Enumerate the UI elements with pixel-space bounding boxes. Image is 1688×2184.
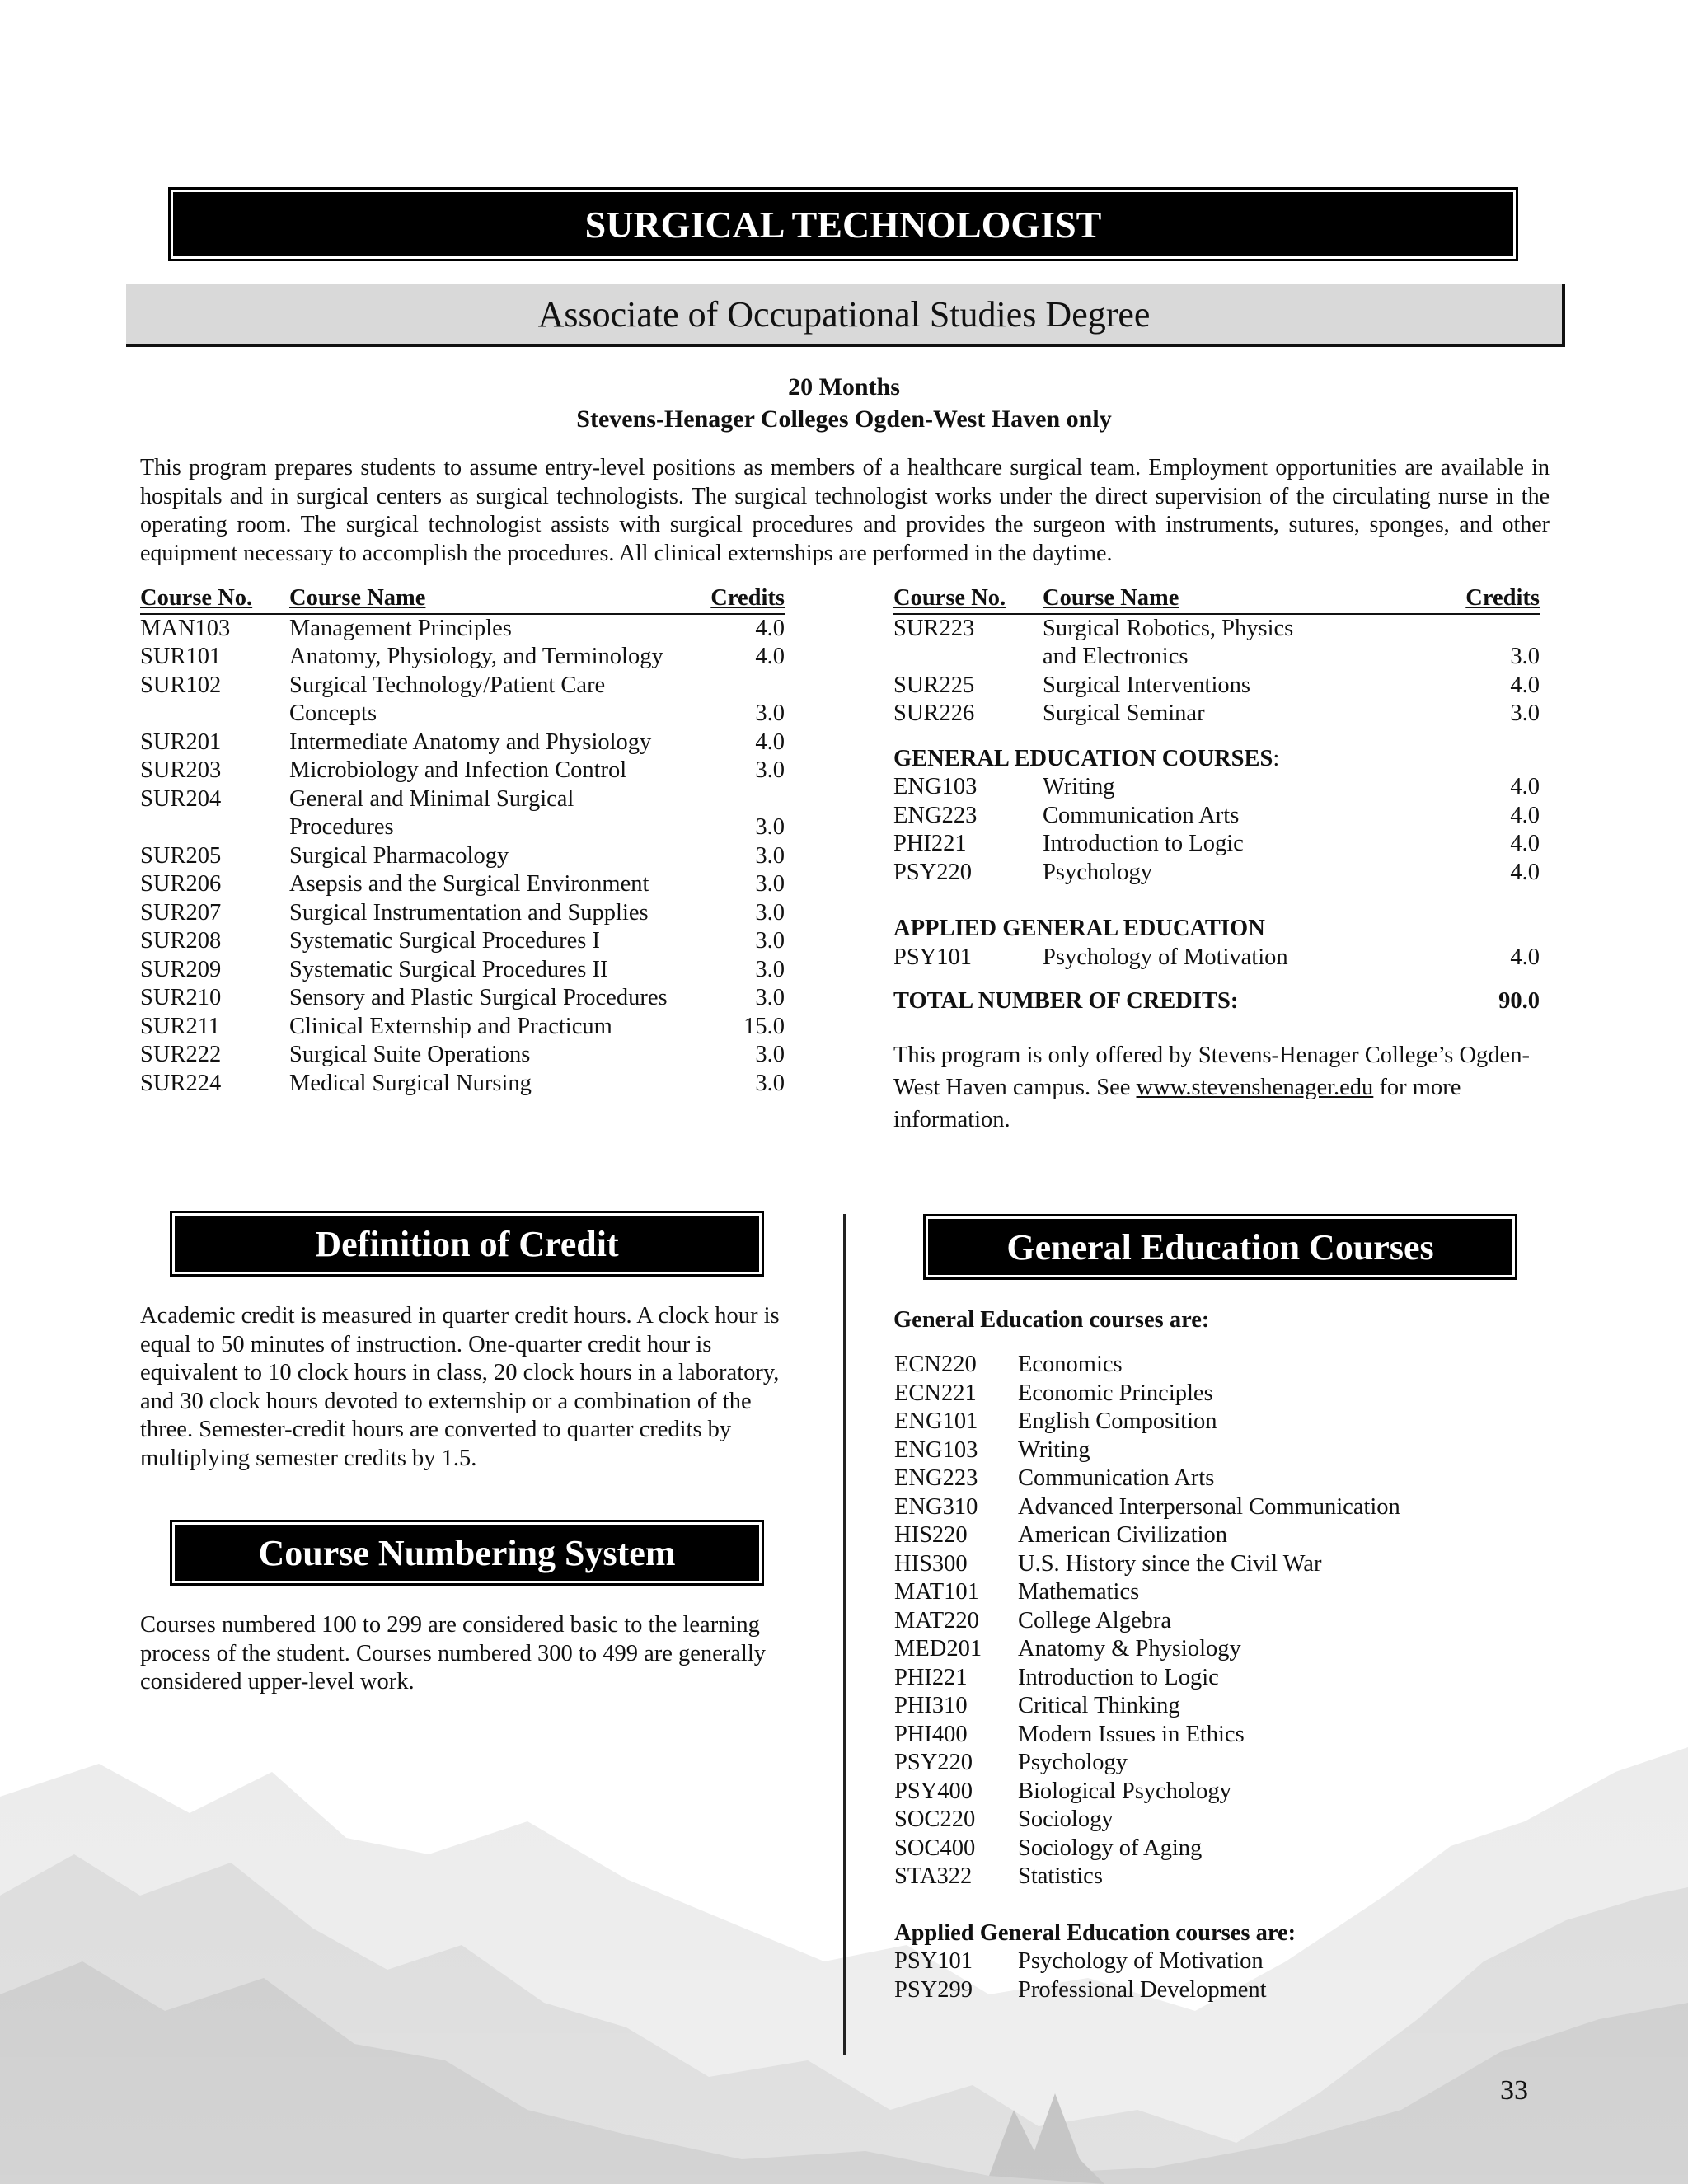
course-code: HIS300: [894, 1550, 968, 1577]
list-item: [894, 1635, 1400, 1664]
table-row: [893, 944, 1540, 972]
list-item: [894, 1976, 1400, 2005]
list-item: [894, 1806, 1400, 1835]
course-credits: 3.0: [755, 928, 785, 954]
course-code: ENG223: [894, 1465, 978, 1491]
applied-gen-ed-table: [893, 944, 1540, 972]
course-numbering-text: Courses numbered 100 to 299 are considered basic to the learning process of the student. Courses numbered 300 to 499 are generally considered upper-level work.: [140, 1612, 767, 1694]
course-name: Communication Arts: [1043, 802, 1240, 828]
table-row-continued: [140, 813, 785, 842]
course-code: STA322: [894, 1863, 973, 1889]
program-duration: 20 Months: [788, 373, 900, 401]
degree-banner: Associate of Occupational Studies Degree: [126, 284, 1565, 347]
course-code: ECN220: [894, 1352, 977, 1377]
table-row: [140, 1070, 785, 1099]
page-number: 33: [1500, 2075, 1528, 2106]
table-row: [140, 1013, 785, 1042]
table-header-row: [140, 584, 785, 614]
table-row: [893, 672, 1540, 701]
course-name: Surgical Instrumentation and Supplies: [289, 899, 649, 926]
core-courses-table-left: [140, 584, 785, 1098]
course-code: SUR207: [140, 899, 222, 926]
program-title: SURGICAL TECHNOLOGIST: [173, 192, 1513, 256]
course-name: English Composition: [1018, 1408, 1217, 1434]
course-credits: 3.0: [755, 701, 785, 726]
course-code: PSY101: [894, 1948, 973, 1974]
total-credits-label: TOTAL NUMBER OF CREDITS:: [893, 988, 1239, 1014]
course-code: ENG310: [894, 1493, 978, 1520]
course-credits: 3.0: [755, 871, 785, 897]
list-item: [894, 1664, 1400, 1693]
course-code: SUR206: [140, 871, 222, 897]
credits-header: Credits: [1465, 585, 1540, 611]
list-item: [894, 1947, 1400, 1976]
course-code: PHI221: [894, 1664, 968, 1690]
course-name: Mathematics: [1018, 1579, 1140, 1605]
course-credits: 4.0: [1510, 774, 1540, 799]
course-credits: 15.0: [743, 1013, 785, 1039]
table-row: [140, 643, 785, 672]
list-item: [894, 1550, 1400, 1579]
course-code: SUR101: [140, 644, 222, 669]
course-code: SUR226: [893, 701, 975, 726]
right-course-column: [893, 584, 1540, 1136]
course-credits: 4.0: [1510, 672, 1540, 698]
course-credits: 3.0: [1510, 701, 1540, 726]
course-code: SUR210: [140, 985, 222, 1010]
table-row: [140, 984, 785, 1013]
course-name: Introduction to Logic: [1018, 1664, 1219, 1690]
table-row: [140, 927, 785, 956]
general-education-courses-heading: General Education Courses: [928, 1219, 1512, 1275]
table-row: [140, 870, 785, 899]
list-item: [894, 1436, 1400, 1465]
course-name: Microbiology and Infection Control: [289, 757, 627, 783]
course-code: MAT101: [894, 1579, 979, 1605]
course-name-continued: Procedures: [289, 814, 394, 840]
gen-ed-heading-text: GENERAL EDUCATION COURSES: [893, 745, 1273, 771]
course-credits: 4.0: [755, 615, 785, 641]
course-code: HIS220: [894, 1522, 968, 1548]
course-code: ENG103: [894, 1436, 978, 1463]
course-name: Professional Development: [1018, 1976, 1267, 2003]
course-name: Psychology of Motivation: [1018, 1948, 1264, 1974]
course-name: College Algebra: [1018, 1607, 1171, 1633]
list-item: [894, 1778, 1400, 1807]
table-row: [140, 899, 785, 928]
course-credits: 3.0: [1510, 644, 1540, 669]
course-name: Surgical Technology/Patient Care: [289, 672, 606, 698]
course-name: Asepsis and the Surgical Environment: [289, 871, 649, 897]
course-rows: [893, 614, 1540, 729]
course-code: PSY101: [893, 944, 973, 970]
course-numbering-heading: Course Numbering System: [175, 1525, 759, 1581]
course-credits: 4.0: [1510, 944, 1540, 970]
empty-cell: [140, 813, 289, 842]
list-item: [894, 1351, 1400, 1380]
course-name: Management Principles: [289, 615, 512, 641]
core-courses-table-right: [893, 584, 1540, 729]
course-code: SUR224: [140, 1070, 222, 1096]
table-row: [140, 729, 785, 757]
course-code: SUR205: [140, 842, 222, 869]
course-name-continued: Concepts: [289, 701, 377, 726]
course-name: Communication Arts: [1018, 1465, 1215, 1491]
course-name: Psychology: [1018, 1750, 1128, 1775]
course-code: PSY220: [893, 859, 973, 885]
course-code: SOC400: [894, 1835, 976, 1861]
course-code: ECN221: [894, 1380, 977, 1406]
course-credits: 3.0: [755, 842, 785, 869]
course-name: American Civilization: [1018, 1522, 1228, 1548]
course-code: SUR203: [140, 757, 222, 783]
course-code: PSY299: [894, 1976, 973, 2003]
list-item: [894, 1380, 1400, 1408]
definition-of-credit-heading: Definition of Credit: [175, 1216, 759, 1272]
program-note-text: This program is only offered by Stevens-Henager College’s Ogden-West Haven campus. See: [893, 1043, 1530, 1100]
course-name-header: Course Name: [289, 585, 426, 611]
course-name: Economic Principles: [1018, 1380, 1213, 1406]
table-row-continued: [893, 643, 1540, 672]
program-note-text-end: for more information.: [893, 1075, 1461, 1132]
table-row: [893, 802, 1540, 831]
course-name: Biological Psychology: [1018, 1778, 1231, 1804]
credits-header: Credits: [710, 585, 785, 611]
course-code: ENG103: [893, 774, 978, 799]
course-code: PHI221: [893, 831, 967, 856]
course-code: MED201: [894, 1636, 982, 1661]
table-row: [893, 700, 1540, 729]
course-name: Advanced Interpersonal Communication: [1018, 1493, 1400, 1520]
column-divider: [843, 1214, 846, 2055]
course-name: Modern Issues in Ethics: [1018, 1721, 1245, 1747]
table-header-row: [893, 584, 1540, 614]
course-code: ENG101: [894, 1408, 978, 1434]
applied-gen-ed-heading: APPLIED GENERAL EDUCATION: [893, 916, 1265, 941]
list-item: [894, 1465, 1400, 1493]
course-code: MAN103: [140, 615, 231, 641]
table-row: [893, 773, 1540, 802]
table-row: [140, 614, 785, 644]
course-credits: 3.0: [755, 956, 785, 982]
course-name: Sensory and Plastic Surgical Procedures: [289, 985, 668, 1010]
course-name: Writing: [1018, 1436, 1090, 1463]
course-code: PHI400: [894, 1721, 968, 1747]
table-row: [140, 956, 785, 985]
course-name: Surgical Interventions: [1043, 672, 1250, 698]
table-row-continued: [140, 700, 785, 729]
course-name: Anatomy, Physiology, and Terminology: [289, 644, 663, 669]
table-row: [893, 859, 1540, 888]
course-code: MAT220: [894, 1607, 979, 1633]
course-code: SUR201: [140, 729, 222, 755]
course-credits: 3.0: [755, 814, 785, 840]
table-row: [893, 614, 1540, 644]
course-code: ENG223: [893, 802, 978, 828]
course-credits: [694, 672, 785, 701]
course-credits: 4.0: [1510, 802, 1540, 828]
empty-cell: [893, 643, 1043, 672]
course-name: Sociology: [1018, 1807, 1114, 1832]
program-campus: Stevens-Henager Colleges Ogden-West Haven only: [576, 405, 1112, 433]
course-credits: [1449, 614, 1540, 644]
course-name: General and Minimal Surgical: [289, 785, 574, 812]
course-rows: [893, 773, 1540, 887]
table-row: [140, 785, 785, 814]
course-name: Psychology of Motivation: [1043, 944, 1288, 970]
course-credits: 3.0: [755, 1042, 785, 1067]
list-item: [894, 1692, 1400, 1721]
course-name: Surgical Suite Operations: [289, 1042, 531, 1067]
course-code: PHI310: [894, 1693, 968, 1718]
course-name: Intermediate Anatomy and Physiology: [289, 729, 652, 755]
definition-of-credit-text: Academic credit is measured in quarter credit hours. A clock hour is equal to 50 minutes of instruction. One-quarter credit hour is equivalent to 10 clock hours in class, 20 clock hours in a laboratory, and 30 clock hours devoted to externship or a combination of the three. Semester-credit hours are converted to quarter credits by multiplying semester credits by 1.5.: [140, 1303, 780, 1471]
course-name: Surgical Pharmacology: [289, 842, 509, 869]
course-code: SUR222: [140, 1042, 222, 1067]
course-name: Sociology of Aging: [1018, 1835, 1203, 1861]
course-name: Critical Thinking: [1018, 1693, 1180, 1718]
course-credits: 4.0: [1510, 831, 1540, 856]
applied-gen-ed-intro: Applied General Education courses are:: [894, 1919, 1296, 1946]
list-item: [894, 1749, 1400, 1778]
gen-ed-table: [893, 773, 1540, 887]
course-name: Introduction to Logic: [1043, 831, 1244, 856]
course-name: Economics: [1018, 1352, 1123, 1377]
course-rows: [893, 944, 1540, 972]
course-name: Surgical Seminar: [1043, 701, 1205, 726]
list-item: [894, 1863, 1400, 1891]
total-credits-value: 90.0: [1498, 988, 1540, 1014]
course-rows: [140, 614, 785, 1099]
course-name: Statistics: [1018, 1863, 1103, 1889]
course-credits: 4.0: [755, 729, 785, 755]
course-credits: 4.0: [755, 644, 785, 669]
course-credits: 3.0: [755, 985, 785, 1010]
gen-ed-intro: General Education courses are:: [893, 1307, 1210, 1333]
course-code: SUR223: [893, 615, 975, 641]
course-name: Clinical Externship and Practicum: [289, 1013, 612, 1039]
table-row: [893, 830, 1540, 859]
list-item: [894, 1521, 1400, 1550]
course-credits: 3.0: [755, 757, 785, 783]
course-code: SUR102: [140, 672, 222, 698]
course-name: Medical Surgical Nursing: [289, 1070, 532, 1096]
list-item: [894, 1721, 1400, 1750]
table-row: [140, 757, 785, 785]
course-credits: 4.0: [1510, 859, 1540, 885]
course-no-header: Course No.: [140, 585, 253, 611]
total-credits-row: [893, 988, 1540, 1015]
course-credits: 3.0: [755, 1070, 785, 1096]
table-row: [140, 672, 785, 701]
list-item: [894, 1607, 1400, 1636]
course-name: Anatomy & Physiology: [1018, 1636, 1241, 1661]
course-name: Systematic Surgical Procedures II: [289, 956, 608, 982]
course-credits: [694, 785, 785, 814]
course-code: SUR225: [893, 672, 975, 698]
course-code: PSY400: [894, 1778, 973, 1804]
course-no-header: Course No.: [893, 585, 1006, 611]
course-code: SUR208: [140, 928, 222, 954]
gen-ed-heading: GENERAL EDUCATION COURSES:: [893, 745, 1280, 771]
course-name: Surgical Robotics, Physics: [1043, 615, 1294, 641]
gen-ed-course-list: [894, 1351, 1400, 2004]
website-link[interactable]: www.stevenshenager.edu: [1136, 1075, 1374, 1100]
course-code: SUR211: [140, 1013, 221, 1039]
course-code: SUR209: [140, 956, 222, 982]
table-row: [140, 842, 785, 871]
list-item: [894, 1493, 1400, 1522]
course-name-header: Course Name: [1043, 585, 1179, 611]
course-name: Systematic Surgical Procedures I: [289, 928, 601, 954]
course-name-continued: and Electronics: [1043, 644, 1189, 669]
course-name: Psychology: [1043, 859, 1153, 885]
program-note: [893, 1039, 1540, 1136]
list-item: [894, 1578, 1400, 1607]
course-name: U.S. History since the Civil War: [1018, 1550, 1322, 1577]
table-row: [140, 1041, 785, 1070]
course-code: SOC220: [894, 1807, 976, 1832]
empty-cell: [140, 700, 289, 729]
program-description: This program prepares students to assume entry-level positions as members of a healthcare surgical team. Employment opportunities are available in hospitals and in surgical centers as surgical technologists. The surgical technologist works under the direct supervision of the circulating nurse in the operating room. The surgical technologist assists with surgical procedures and provides the surgeon with instruments, sutures, sponges, and other equipment necessary to accomplish the procedures. All clinical externships are performed in the daytime.: [140, 455, 1550, 566]
course-name: Writing: [1043, 774, 1115, 799]
course-credits: 3.0: [755, 899, 785, 926]
course-code: PSY220: [894, 1750, 973, 1775]
course-code: SUR204: [140, 785, 222, 812]
list-item: [894, 1835, 1400, 1863]
list-item: [894, 1408, 1400, 1436]
